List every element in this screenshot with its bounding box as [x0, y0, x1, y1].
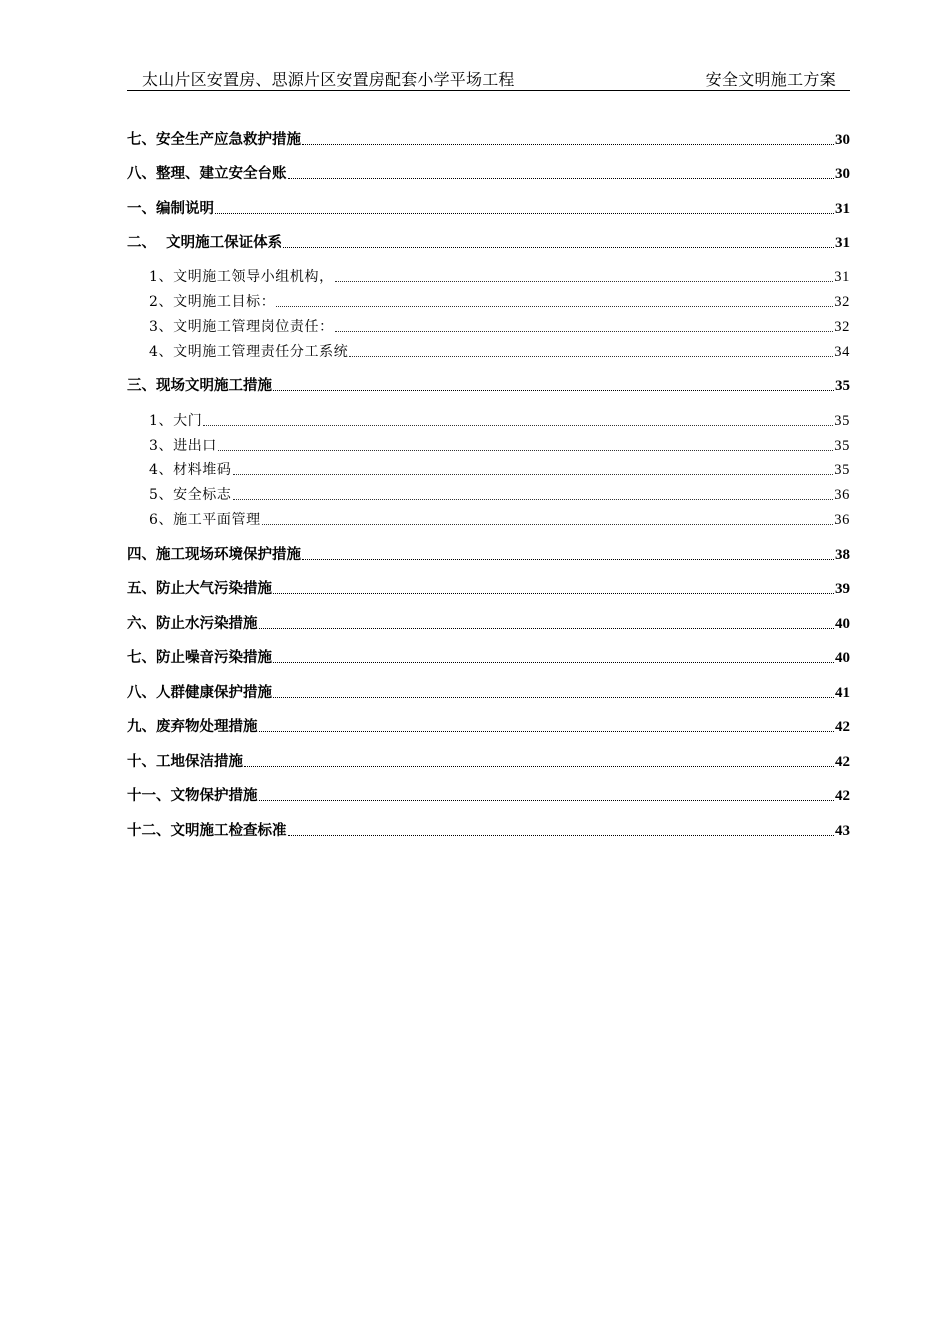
- toc-entry-label: 四、施工现场环境保护措施: [127, 546, 301, 563]
- toc-entry-page: 35: [834, 462, 850, 478]
- toc-entry-label: 1、文明施工领导小组机构，: [149, 269, 334, 285]
- toc-dot-leader: [276, 305, 833, 307]
- toc-entry[interactable]: [127, 127, 850, 149]
- toc-subentry[interactable]: [127, 507, 850, 529]
- toc-entry-label: 4、文明施工管理责任分工系统: [149, 344, 349, 360]
- toc-dot-leader: [302, 143, 834, 145]
- toc-entry-label: 六、防止水污染措施: [127, 615, 258, 632]
- toc-dot-leader: [218, 449, 833, 451]
- toc-subentry[interactable]: [127, 289, 850, 311]
- toc-entry-label: 五、防止大气污染措施: [127, 580, 272, 597]
- toc-entry-page: 39: [835, 581, 850, 597]
- toc-entry-label: 七、安全生产应急救护措施: [127, 131, 301, 148]
- toc-dot-leader: [244, 765, 834, 767]
- toc-dot-leader: [259, 799, 835, 801]
- page-header: [127, 64, 850, 91]
- toc-dot-leader: [288, 177, 835, 179]
- toc-entry-page: 42: [835, 788, 850, 804]
- toc-entry-label: 三、现场文明施工措施: [127, 377, 272, 394]
- toc-entry-label: 6、施工平面管理: [149, 512, 261, 528]
- toc-entry-page: 34: [834, 344, 850, 360]
- toc-entry-page: 43: [835, 823, 850, 839]
- toc-entry-page: 35: [834, 413, 850, 429]
- toc-entry-label: 1、大门: [149, 413, 203, 429]
- toc-entry[interactable]: [127, 714, 850, 736]
- toc-dot-leader: [233, 473, 834, 475]
- toc-entry[interactable]: [127, 680, 850, 702]
- toc-dot-leader: [288, 834, 835, 836]
- toc-dot-leader: [203, 424, 833, 426]
- toc-entry[interactable]: [127, 818, 850, 840]
- toc-entry[interactable]: [127, 196, 850, 218]
- toc-entry-label: 二、 文明施工保证体系: [127, 234, 283, 251]
- toc-entry[interactable]: [127, 611, 850, 633]
- toc-entry-label: 4、材料堆码: [149, 462, 232, 478]
- toc-entry-page: 36: [834, 512, 850, 528]
- toc-entry[interactable]: [127, 542, 850, 564]
- toc-entry-page: 31: [835, 201, 850, 217]
- toc-entry-page: 31: [834, 269, 850, 285]
- toc-subentry[interactable]: [127, 482, 850, 504]
- toc-dot-leader: [335, 280, 834, 282]
- toc-entry-label: 十一、文物保护措施: [127, 787, 258, 804]
- toc-dot-leader: [273, 696, 834, 698]
- toc-dot-leader: [262, 523, 834, 525]
- toc-entry-page: 31: [835, 235, 850, 251]
- toc-entry-page: 36: [834, 487, 850, 503]
- toc-entry-label: 八、整理、建立安全台账: [127, 165, 287, 182]
- toc-dot-leader: [335, 330, 834, 332]
- toc-dot-leader: [283, 246, 834, 248]
- toc-entry-page: 40: [835, 650, 850, 666]
- toc-dot-leader: [273, 389, 834, 391]
- toc-subentry[interactable]: [127, 433, 850, 455]
- toc-dot-leader: [302, 558, 834, 560]
- toc-subentry[interactable]: [127, 408, 850, 430]
- header-project-title: 太山片区安置房、思源片区安置房配套小学平场工程: [142, 70, 515, 89]
- toc-dot-leader: [273, 592, 834, 594]
- toc-dot-leader: [215, 212, 834, 214]
- toc-entry-label: 八、人群健康保护措施: [127, 684, 272, 701]
- toc-entry-label: 3、进出口: [149, 438, 217, 454]
- toc-entry[interactable]: [127, 373, 850, 395]
- header-document-title: 安全文明施工方案: [705, 70, 836, 89]
- toc-entry-label: 十二、文明施工检查标准: [127, 822, 287, 839]
- toc-dot-leader: [273, 661, 834, 663]
- toc-entry[interactable]: [127, 230, 850, 252]
- toc-entry[interactable]: [127, 749, 850, 771]
- toc-dot-leader: [259, 730, 835, 732]
- toc-entry[interactable]: [127, 576, 850, 598]
- toc-entry-page: 32: [834, 319, 850, 335]
- toc-entry-label: 十、工地保洁措施: [127, 753, 243, 770]
- toc-entry-label: 3、文明施工管理岗位责任：: [149, 319, 334, 335]
- toc-entry-page: 38: [835, 547, 850, 563]
- toc-dot-leader: [349, 355, 833, 357]
- toc-subentry[interactable]: [127, 457, 850, 479]
- toc-dot-leader: [259, 627, 835, 629]
- toc-entry-page: 35: [834, 438, 850, 454]
- toc-dot-leader: [233, 498, 834, 500]
- toc-entry-page: 32: [834, 294, 850, 310]
- toc-entry-label: 九、废弃物处理措施: [127, 718, 258, 735]
- toc-entry[interactable]: [127, 645, 850, 667]
- toc-entry-page: 30: [835, 166, 850, 182]
- toc-entry-label: 2、文明施工目标：: [149, 294, 276, 310]
- toc-entry-page: 40: [835, 616, 850, 632]
- toc-entry-page: 30: [835, 132, 850, 148]
- toc-entry-label: 一、编制说明: [127, 200, 214, 217]
- toc-entry-page: 42: [835, 719, 850, 735]
- toc-subentry[interactable]: [127, 339, 850, 361]
- toc-entry-page: 42: [835, 754, 850, 770]
- toc-entry[interactable]: [127, 783, 850, 805]
- toc-entry[interactable]: [127, 161, 850, 183]
- toc-entry-label: 5、安全标志: [149, 487, 232, 503]
- toc-subentry[interactable]: [127, 314, 850, 336]
- toc-entry-page: 41: [835, 685, 850, 701]
- toc-entry-page: 35: [835, 378, 850, 394]
- toc-subentry[interactable]: [127, 264, 850, 286]
- toc-entry-label: 七、防止噪音污染措施: [127, 649, 272, 666]
